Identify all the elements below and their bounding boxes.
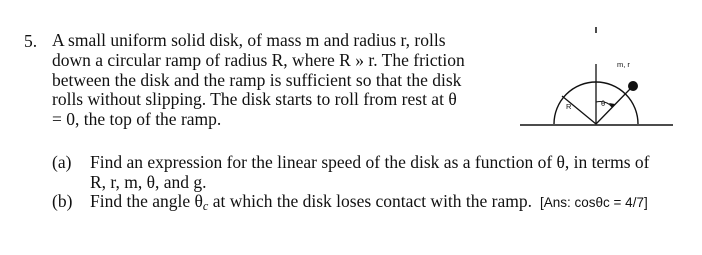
ramp-diagram (516, 20, 676, 135)
part-b-answer: [Ans: cosθc = 4/7] (540, 195, 648, 210)
ramp-figure (516, 20, 676, 135)
part-a-label: (a) (52, 152, 72, 172)
part-b-subscript: c (202, 199, 209, 213)
part-b-label: (b) (52, 191, 73, 211)
problem-line-1: A small uniform solid disk, of mass m and radius r, rolls (52, 30, 446, 50)
part-a (52, 153, 692, 192)
problem-line-3: between the disk and the ramp is sufficient so that the disk (52, 69, 462, 90)
angle-label: θ (601, 99, 606, 108)
problem-line-5: = 0, the top of the ramp. (52, 109, 222, 130)
problem-parts (52, 153, 692, 217)
part-a-line-1: Find an expression for the linear speed of the disk as a function of θ, in terms of (90, 152, 650, 172)
part-b (52, 192, 692, 217)
disk-label: m, r (617, 60, 630, 69)
part-b-text-before: Find the angle θ (90, 191, 203, 211)
problem-statement (52, 31, 532, 130)
part-a-line-2: R, r, m, θ, and g. (90, 171, 207, 192)
problem-line-4: rolls without slipping. The disk starts to roll from rest at θ (52, 89, 457, 110)
disk (628, 81, 638, 91)
radius-label: R (566, 102, 572, 111)
part-b-text (90, 192, 692, 217)
part-b-text-after: at which the disk loses contact with the ramp. (208, 191, 533, 211)
problem-line-2: down a circular ramp of radius R, where R » r. The friction (52, 49, 465, 70)
problem-number: 5. (24, 31, 38, 51)
